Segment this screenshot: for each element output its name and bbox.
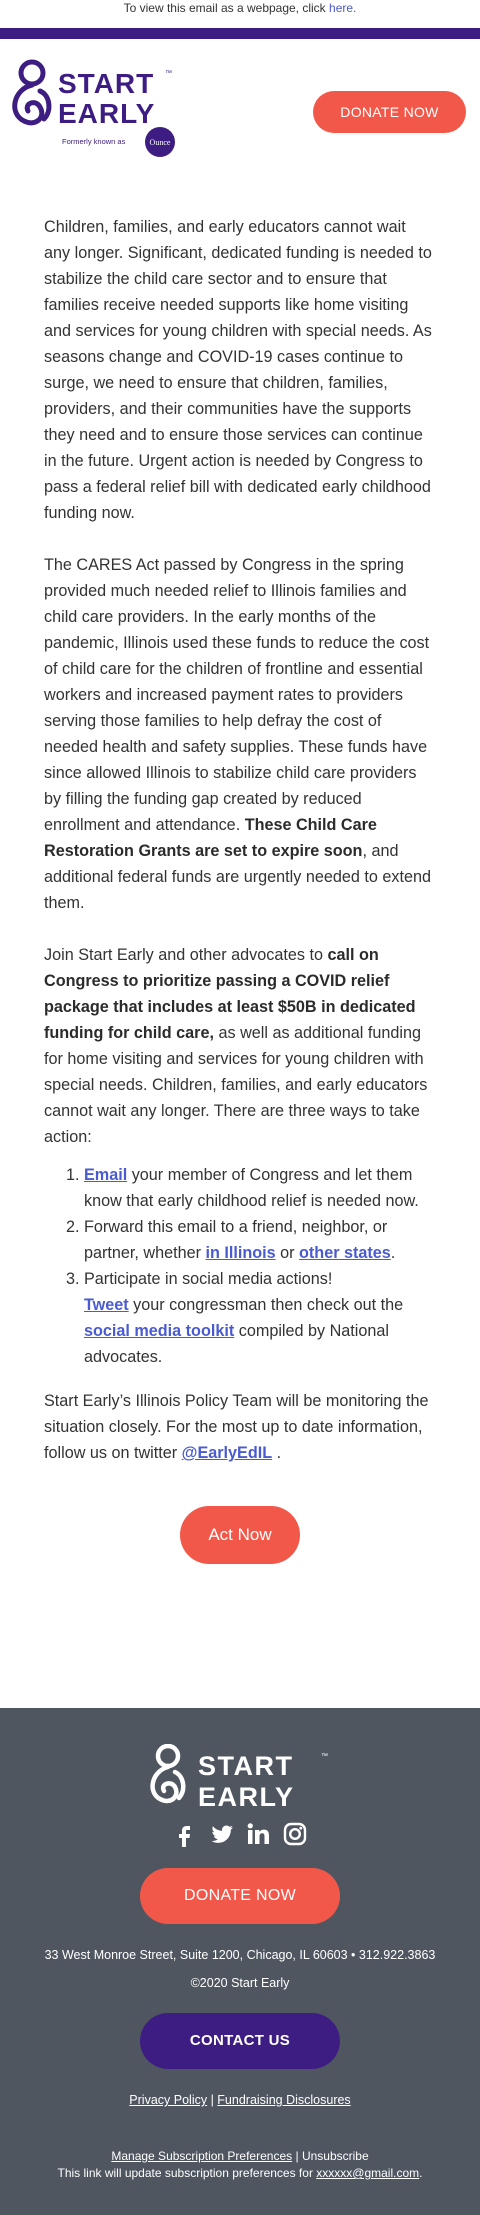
ounce-badge-text: Ounce [149,138,171,147]
other-states-link[interactable]: other states [299,1244,391,1262]
action-forward-or: or [275,1244,300,1262]
tweet-link[interactable]: Tweet [84,1296,129,1314]
header-divider [0,28,480,39]
policy-team-text: Start Early’s Illinois Policy Team will be monitoring the situation closely. For the most up to date information, follow us on twitter [44,1392,429,1462]
body-paragraph-4 [44,1388,436,1466]
email-link[interactable]: Email [84,1166,128,1184]
facebook-icon[interactable] [172,1821,198,1847]
cares-act-end: , and additional federal funds are urgently needed to extend them. [44,842,431,912]
copyright-text: ©2020 Start Early [190,1976,290,1990]
footer-logo-start: START [198,1751,294,1781]
fundraising-disclosures-link[interactable]: Fundraising Disclosures [217,2093,351,2107]
twitter-icon[interactable] [209,1821,235,1847]
action-item-forward [84,1214,436,1266]
social-links [0,1821,480,1849]
subscriber-email: xxxxxx@gmail.com [316,2166,420,2180]
in-illinois-link[interactable]: in Illinois [205,1244,276,1262]
action-social-end: compiled by National advocates. [84,1322,389,1366]
action-item-social [84,1266,436,1370]
action-forward-text: Forward this email to a friend, neighbor, or partner, whether [84,1218,388,1262]
logo-early-word: EARLY [58,98,156,129]
logo-tm: ™ [165,70,172,77]
view-as-webpage-link[interactable]: here. [329,1,357,15]
act-now-button[interactable]: Act Now [180,1506,300,1564]
formerly-known-as-text: Formerly known as [62,137,126,146]
view-as-webpage-text: To view this email as a webpage, click [123,1,330,15]
legal-links [0,2091,480,2109]
twitter-handle-link[interactable]: @EarlyEdIL [181,1444,273,1462]
join-end: as well as additional funding for home visiting and services for young children with special needs. Children, families, and early educators cannot wait any longer. There are three ways to take action: [44,1024,428,1146]
start-early-logo[interactable] [10,59,180,159]
email-header [0,39,480,164]
join-text: Join Start Early and other advocates to [44,946,328,964]
update-preferences-text: This link will update subscription preferences for [57,2166,317,2180]
body-paragraph-2 [44,552,436,916]
action-social-mid: your congressman then check out the [128,1296,404,1314]
footer-logo-early: EARLY [198,1782,295,1810]
cares-act-text: The CARES Act passed by Congress in the spring provided much needed relief to Illinois families and child care providers. In the early months of the pandemic, Illinois used these funds to reduce the cost of child care for the children of frontline and essential workers and increased payment rates to providers serving those families to help defray the cost of needed health and safety supplies. These funds have since allowed Illinois to stabilize child care providers by filling the funding gap created by reduced enrollment and attendance. [44,556,430,834]
action-email-text: your member of Congress and let them know that early childhood relief is needed now. [84,1166,419,1210]
social-media-toolkit-link[interactable]: social media toolkit [84,1322,235,1340]
policy-team-end: . [272,1444,282,1462]
privacy-policy-link[interactable]: Privacy Policy [129,2093,208,2107]
legal-separator: | [207,2093,218,2107]
email-footer [0,1708,480,2215]
body-paragraph-1: Children, families, and early educators cannot wait any longer. Significant, dedicated funding is needed to stabilize the child care sector and to ensure that families receive needed supports like home visiting and services for young children with special needs. As seasons change and COVID-19 cases continue to surge, we need to ensure that children, families, providers, and their communities have the supports they need and to ensure those services can continue in the future. Urgent action is needed by Congress to pass a federal relief bill with dedicated early childhood funding now. [44,218,432,522]
view-as-webpage-bar [0,0,480,16]
action-item-email [84,1162,436,1214]
instagram-icon[interactable] [282,1821,308,1847]
manage-subscription-link[interactable]: Manage Subscription Preferences [111,2149,293,2163]
call-on-congress-bold: call on Congress to prioritize passing a COVID relief package that includes at least $50B in dedicated funding for child care, [44,946,416,1042]
donate-now-button[interactable]: DONATE NOW [313,91,466,133]
unsubscribe-link[interactable]: Unsubscribe [301,2149,369,2163]
mailing-address: 33 West Monroe Street, Suite 1200, Chicago, IL 60603 • 312.922.3863 [44,1948,436,1962]
grants-expire-bold: These Child Care Restoration Grants are set to expire soon [44,816,377,860]
footer-start-early-logo[interactable] [148,1744,332,1810]
body-paragraph-3 [44,942,436,1150]
email-body [0,164,480,1564]
contact-us-button[interactable]: CONTACT US [140,2013,340,2069]
action-social-text: Participate in social media actions! [84,1270,333,1288]
subscription-management [0,2148,480,2182]
manage-separator: | [292,2149,302,2163]
update-preferences-period: . [419,2166,423,2180]
logo-start-word: START [58,68,155,99]
footer-donate-now-button[interactable]: DONATE NOW [140,1868,340,1924]
action-forward-end: . [390,1244,396,1262]
linkedin-icon[interactable] [245,1821,271,1847]
action-list [44,1162,436,1370]
footer-logo-tm: ™ [321,1753,328,1760]
